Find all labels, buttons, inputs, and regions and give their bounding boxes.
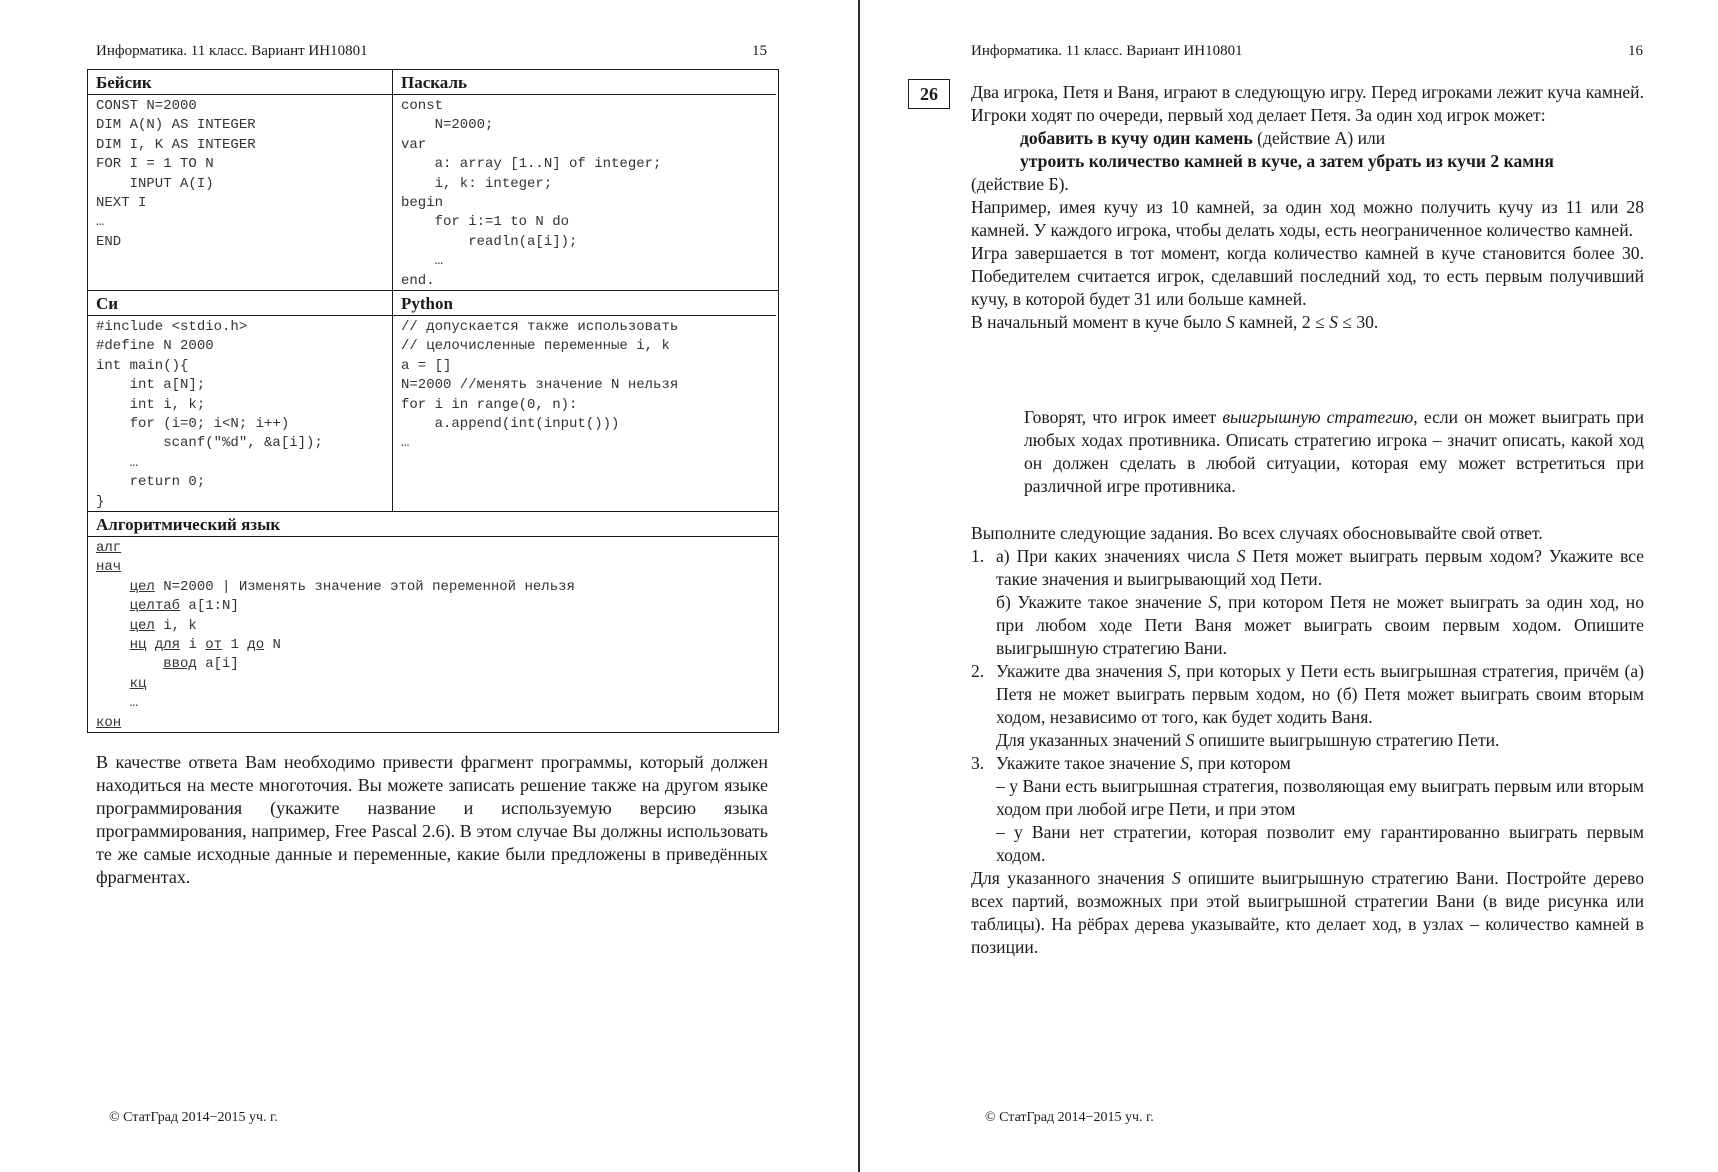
task-3-condition-2: – у Вани нет стратегии, которая позволит ему гарантированно выиграть первым ходом. [996,822,1644,865]
code-table-row-2 [88,290,778,511]
answer-instructions: В качестве ответа Вам необходимо привести фрагмент программы, который должен находиться на месте многоточия. Вы можете записать решение также на другом языке программирования (укажите название и используемую версию языка программирования, например, Free Pascal 2.6). В этом случае Вы должны использовать те же самые исходные данные и переменные, какие были предложены в приведённых фрагментах. [96,752,768,887]
task-list [971,522,1644,959]
action-b-tail: (действие Б). [971,174,1069,194]
task-2: 2. Укажите два значения S, при которых у Пети есть выигрышная стратегия, причём (а) Петя не может выиграть первым ходом, но (б) Петя может выиграть своим вторым ходом, независимо от того, как будет ходить Ваня. Для указанных значений S опишите выигрышную стратегию Пети. [971,661,1644,750]
code-table [87,69,779,733]
alg-code: алг нач цел N=2000 | Изменять значение этой переменной нельзя целтаб a[1:N] цел i, k нц для i от 1 до N ввод a[i] кц … кон [96,540,575,731]
strategy-definition: Говорят, что игрок имеет выигрышную стратегию, если он может выиграть при любых ходах противника. Описать стратегию игрока – значит описать, какой ход он должен сделать в любой ситуации, которая ему может встретиться при различной игре противника. [1024,407,1644,496]
left-page [0,0,858,1172]
c-title: Си [88,291,392,316]
example-text: Например, имея кучу из 10 камней, за один ход можно получить кучу из 11 или 28 камней. У каждого игрока, чтобы делать ходы, есть неограниченное количество камней. [971,197,1644,240]
basic-cell [88,70,393,290]
python-code: // допускается также использовать // целочисленные переменные i, k a = [] N=2000 //менять значение N нельзя for i in range(0, n): a.append(int(input())) … [401,319,679,452]
c-cell [88,291,393,511]
pascal-code: const N=2000; var a: array [1..N] of integer; i, k: integer; begin for i:=1 to N do readln(a[i]); … end. [401,98,662,289]
task-3-condition-1: – у Вани есть выигрышная стратегия, позволяющая ему выиграть первым или вторым ходом при любой игре Пети, и при этом [996,776,1644,819]
running-header: Информатика. 11 класс. Вариант ИН10801 [96,43,368,59]
task-number-box: 26 [908,79,950,109]
final-instructions: Для указанного значения S опишите выигрышную стратегию Вани. Постройте дерево всех партий, возможных при этой выигрышной стратегии Вани (в виде рисунка или таблицы). На рёбрах дерева указывайте, кто делает ход, в узлах – количество камней в позиции. [971,868,1644,957]
action-b: утроить количество камней в куче, а затем убрать из кучи 2 камня [1020,151,1554,171]
end-rule-text: Игра завершается в тот момент, когда количество камней в куче становится более 30. Победителем считается игрок, сделавший последний ход, то есть первым получивший кучу, в которой будет 31 или больше камней. [971,243,1644,309]
running-header: Информатика. 11 класс. Вариант ИН10801 [971,43,1243,59]
python-title: Python [393,291,776,316]
task-3: 3. Укажите такое значение S, при котором – у Вани есть выигрышная стратегия, позволяющая ему выиграть первым или вторым ходом при любой игре Пети, и при этом – у Вани нет стратегии, которая позволит ему гарантированно выиграть первым ходом. [971,753,1644,865]
task-1b: б) Укажите такое значение S, при котором Петя не может выиграть за один ход, но при любом ходе Пети Ваня может выиграть своим первым ходом. Опишите выигрышную стратегию Вани. [996,592,1644,658]
page-number: 15 [752,43,767,59]
task-intro: Два игрока, Петя и Ваня, играют в следующую игру. Перед игроками лежит куча камней. Игроки ходят по очереди, первый ход делает Петя. За один ход игрок может: [971,82,1644,125]
python-cell [393,291,776,511]
task-statement [971,81,1644,334]
code-table-row-1 [88,70,778,290]
tasks-intro: Выполните следующие задания. Во всех случаях обосновывайте свой ответ. [971,523,1543,543]
pascal-title: Паскаль [393,70,776,95]
page-number: 16 [1628,43,1643,59]
basic-code: CONST N=2000 DIM A(N) AS INTEGER DIM I, K AS INTEGER FOR I = 1 TO N INPUT A(I) NEXT I … END [96,98,256,250]
c-code: #include <stdio.h> #define N 2000 int main(){ int a[N]; int i, k; for (i=0; i<N; i++) scanf("%d", &a[i]); … return 0; } [96,319,323,510]
copyright-footer: © СтатГрад 2014−2015 уч. г. [985,1110,1154,1125]
copyright-footer: © СтатГрад 2014−2015 уч. г. [109,1110,278,1125]
pascal-cell [393,70,776,290]
task-1a: а) При каких значениях числа S Петя может выиграть первым ходом? Укажите все такие значения и выигрывающий ход Пети. [996,546,1644,589]
alg-cell [88,511,778,732]
basic-title: Бейсик [88,70,392,95]
action-a: добавить в кучу один камень (действие А) или [1020,128,1386,148]
alg-title: Алгоритмический язык [88,512,778,537]
task-2-extra: Для указанных значений S опишите выигрышную стратегию Пети. [996,730,1500,750]
task-1: 1. а) При каких значениях числа S Петя может выиграть первым ходом? Укажите все такие значения и выигрывающий ход Пети. б) Укажите такое значение S, при котором Петя не может выиграть за один ход, но при любом ходе Пети Ваня может выиграть своим первым ходом. Опишите выигрышную стратегию Вани. [971,546,1644,658]
initial-state-text: В начальный момент в куче было S камней, 2 ≤ S ≤ 30. [971,312,1379,332]
